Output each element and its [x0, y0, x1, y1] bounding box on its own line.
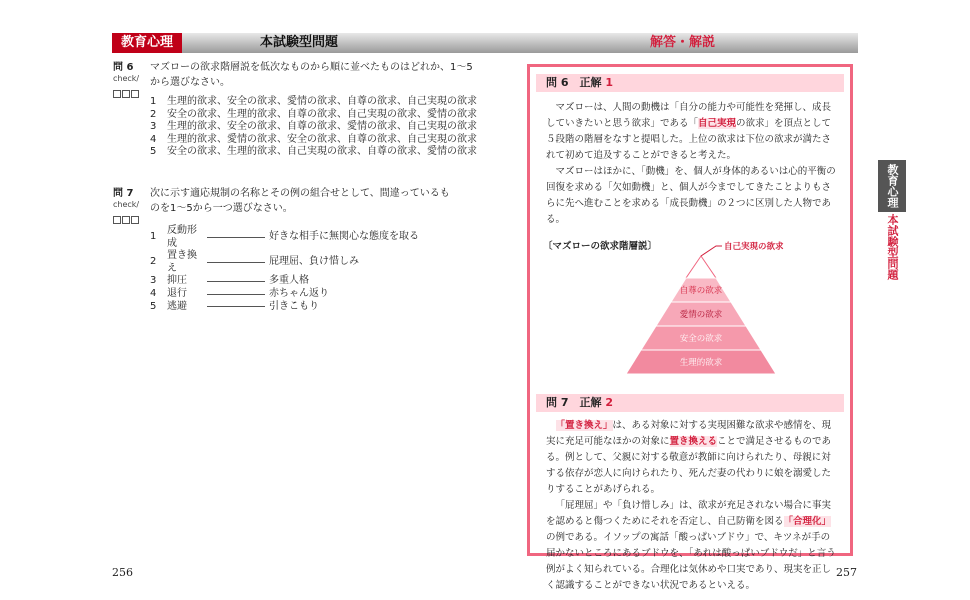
answer-title: 解答・解説: [650, 35, 716, 50]
question-7-text: 次に示す適応規制の名称とその例の組合せとして、間違っているものを1〜5から一つ選びなさい。: [150, 188, 450, 214]
question-6-marker: 問 6 check/: [113, 62, 147, 102]
check-boxes[interactable]: [113, 83, 147, 102]
answer-6-paragraph-2: マズローはほかに、「動機」を、個人が身体的あるいは心的平衡の回復を求める「欠如動機」と、個人が今までしてきたことよりもさらに先へ進むことを求める「成長動機」の２つに区別した人物である。: [546, 166, 836, 225]
question-7-marker: 問 7 check/: [113, 188, 147, 228]
answer-6-header: 問 6 正解 1: [536, 74, 844, 92]
pyramid-label-physiological: 生理的欲求: [679, 358, 723, 368]
diagram-title: 〔マズローの欲求階層説〕: [543, 241, 658, 252]
answer-7-paragraph-2: 「屁理屈」や「負け惜しみ」は、欲求が充足されない場合に事実を認めると傷つくためにそれを否定し、自己防衛を図る「合理化」の例である。イソップの寓話「酸っぱいブドウ」で、キツネが手の届かないところにあるブドウを、「あれは酸っぱいブドウだ」と言う例がよく知られている。合理化は気休めや口実であり、現実を正しく認識することができない状況であるといえる。: [546, 500, 836, 591]
question-7-options: [150, 225, 419, 313]
subject-tag: 教育心理: [112, 33, 182, 53]
question-6-text: マズローの欲求階層説を低次なものから順に並べたものはどれか、1〜5から選びなさい。: [150, 62, 473, 88]
option-row: 1 生理的欲求、安全の欲求、愛情の欲求、自尊の欲求、自己実現の欲求: [150, 96, 477, 107]
option-row: 2 置き換え 屁理屈、負け惜しみ: [150, 250, 359, 274]
pyramid-top-triangle: [686, 256, 716, 278]
option-row: 4 退行 赤ちゃん返り: [150, 287, 329, 299]
answer-7-paragraph-1: 「置き換え」は、ある対象に対する実現困難な欲求や感情を、現実に充足可能なほかの対象に置き換えることで満足させるものである。例として、父親に対する敬意が教師に向けられたり、母親に対する依存が恋人に向けられたり、死んだ妻の代わりに娘を溺愛したりすることがあげられる。: [546, 420, 832, 495]
page-number-left: 256: [112, 566, 133, 579]
maslow-diagram: [543, 238, 838, 380]
answer-6-paragraph-1: マズローは、人間の動機は「自分の能力や可能性を発揮し、成長していきたいと思う欲求」である「自己実現の欲求」を頂点として５段階の階層をなすと提唱した。上位の欲求は下位の欲求が満たされて初めて追及することができると考えた。: [546, 102, 832, 161]
option-row: 2 安全の欲求、生理的欲求、自尊の欲求、自己実現の欲求、愛情の欲求: [150, 108, 477, 120]
section-title: 本試験型問題: [260, 35, 339, 50]
side-tab-subject[interactable]: 教育心理: [878, 160, 906, 212]
page-number-right: 257: [836, 566, 857, 579]
pyramid-pointer-line: [701, 246, 722, 256]
pyramid-label-safety: 安全の欲求: [679, 334, 723, 344]
option-row: 1 反動形成 好きな相手に無関心な態度を取る: [150, 225, 419, 249]
pyramid-label-esteem: 自尊の欲求: [679, 286, 723, 296]
pyramid-label-self-actualization: 自己実現の欲求: [724, 242, 784, 252]
check-boxes[interactable]: [113, 209, 147, 228]
option-row: 3 生理的欲求、安全の欲求、自尊の欲求、愛情の欲求、自己実現の欲求: [150, 121, 477, 133]
pyramid-label-love: 愛情の欲求: [679, 310, 723, 320]
question-6-options: [150, 96, 477, 159]
option-row: 5 安全の欲求、生理的欲求、自己実現の欲求、自尊の欲求、愛情の欲求: [150, 146, 477, 158]
answer-7-header: 問 7 正解 2: [536, 394, 844, 412]
option-row: 5 逃避 引きこもり: [150, 300, 319, 312]
option-row: 3 抑圧 多重人格: [150, 275, 309, 287]
side-tab-section[interactable]: 本試験型問題: [886, 214, 899, 280]
option-row: 4 生理的欲求、愛情の欲求、安全の欲求、自尊の欲求、自己実現の欲求: [150, 133, 477, 145]
